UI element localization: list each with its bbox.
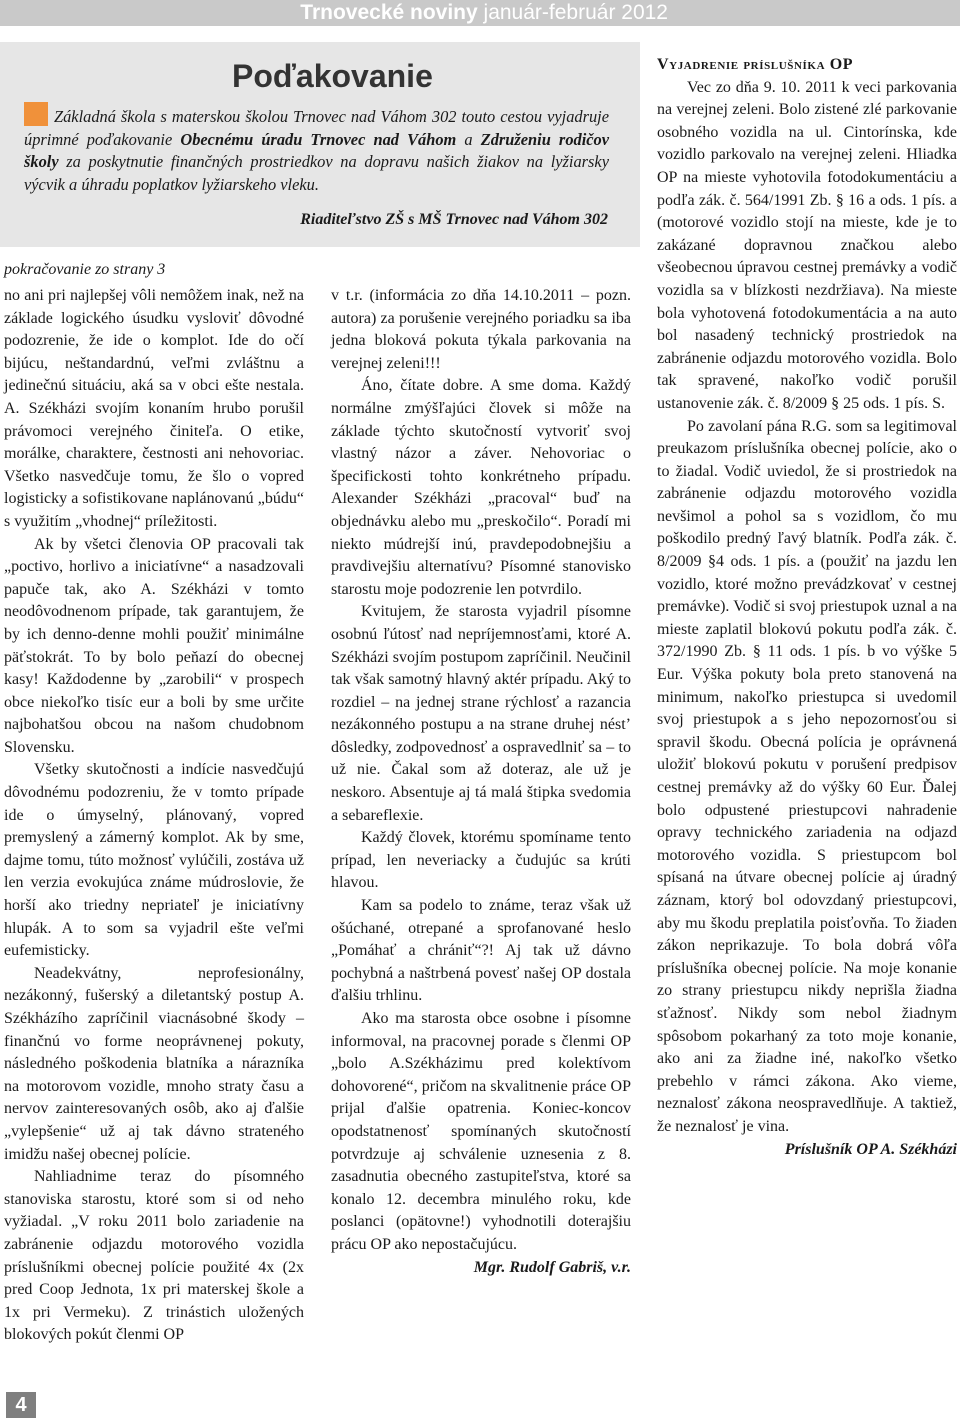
thanks-bold-1: Obecnému úradu Trnovec nad Váhom bbox=[180, 129, 457, 149]
orange-square-icon bbox=[24, 102, 48, 126]
paragraph: Kvitujem, že starosta vyjadril písomne osobnú ľútosť nad nepríjemnosťami, ktoré A. Székházi svojím postupom zapríčinil. Neučinil tak však samotný hlavný aktér prípadu. Aký to rozdiel – na jednej strane rýchlosť a razancia nezákonného postupu a na strane druhej nést’ dôsledky, zodpovednosť a ospravedlniť sa – to už nie. Čakal som až doteraz, ale už je neskoro. Absentuje aj tá malá štipka svedomia a sebareflexie. bbox=[331, 603, 631, 824]
paragraph: Každý človek, ktorému spomíname tento prípad, len neveriacky a čudujúc sa krúti hlavou. bbox=[331, 829, 631, 892]
statement-signature: Príslušník OP A. Székházi bbox=[784, 1140, 957, 1158]
publication-name: Trnovecké noviny bbox=[300, 1, 478, 24]
header-bar bbox=[0, 0, 960, 26]
article-column-1 bbox=[4, 285, 304, 1347]
paragraph: Ak by všetci členovia OP pracovali tak „poctivo, horlivo a iniciatívne“ a nasadzovali papuče tak, ako A. Székházi v tomto neodôvodnenom prípade, tak garantujem, že by ich denno-denne mohli použiť minimálne päťstokrát. To by bolo peňazí do obecnej kasy! Každodenne by „zarobili“ v prospech obce niekoľko tisíc eur a boli by sme určite najbohatšou obcou na našom chudobnom Slovensku. bbox=[4, 535, 304, 756]
statement-title: Vyjadrenie príslušníka OP bbox=[657, 56, 854, 73]
paragraph: Po zavolaní pána R.G. som sa legitimoval preukazom príslušníka obecnej polície, ako o to žiadal. Vodič uviedol, že si prostriedok na zabránenie odjazdu motorového vozidla nevšimol a pohol sa s vozidlom, čo mu poškodilo predný ľavý blatník. Podľa zák. č. 8/2009 §4 ods. 1 pís. a (použiť na jazdu len vozidlo, ktoré možno prevádzkovať v cestnej premávke). Vodič si svoj priestupok uznal a na mieste zaplatil blokovú pokutu podľa zák. č. 372/1990 Zb. § 11 ods. 1 pís. b vo výške 5 Eur. Výška pokuty bola preto stanovená na minimum, nakoľko priestupca si uvedomil svoj priestupok a s jeho nepozornosťou si spravil škodu. Obecná polícia je oprávnená uložiť blokovú pokutu v porušení predpisov cestnej premávky až do výšky 60 Eur. Ďalej bolo odpustené priestupcovi nahradenie opravy technického zariadenia na odjazd motorového vozidla. S priestupcom bol spísaná na útvare obecnej polície aj úradný záznam, ktorý bol odovzdaný priestupcovi, aby mu škodu preplatila poisťovňa. To žiaden zákon neprikazuje. To bola dobrá vôľa príslušníka obecnej polície. Na moje konanie zo strany priestupcu nikdy neprišla žiadna sťažnosť. Nikdy som nebol žiadnym spôsobom pokarhaný za toto moje konanie, ako ani za žiadne iné, nakoľko všetko prebehlo v rámci zákona. Ako vieme, neznalosť zákona neospravedlňuje. A taktiež, že neznalosť je vina. bbox=[657, 417, 957, 1135]
statement-column bbox=[657, 54, 957, 1161]
thanks-title: Poďakovanie bbox=[232, 58, 433, 94]
paragraph: v t.r. (informácia zo dňa 14.10.2011 – pozn. autora) za porušenie verejného poriadku sa iba jedna bloková pokuta týkala parkovania na verejnej zeleni!!! bbox=[331, 287, 631, 372]
thanks-text-3: za poskytnutie finančných prostriedkov na dopravu našich žiakov na lyžiarsky výcvik a úhradu poplatkov lyžiarskeho vleku. bbox=[24, 152, 609, 194]
thanks-text-1: Základná škola s materskou školou Trnovec nad Váhom 302 touto cestou vyjadruje úprimné poďakovanie bbox=[24, 107, 609, 149]
publication-header bbox=[300, 0, 668, 26]
paragraph: Všetky skutočnosti a indície nasvedčujú dôvodnému podozreniu, že v tomto prípade ide o úmyselný, plánovaný, vopred premyslený a zámerný komplot. Ak by sme, dajme tomu, túto možnosť vylúčili, zostáva už len verzia evokujúca známe múdroslovie, že horší ako triedny nepriateľ je iniciatívny hlupák. A to som sa vyjadril ešte veľmi eufemisticky. bbox=[4, 761, 304, 960]
thanks-bold-2: Združeniu rodičov školy bbox=[24, 129, 610, 171]
paragraph: Vec zo dňa 9. 10. 2011 k veci parkovania na verejnej zeleni. Bolo zistené zlé parkovanie osobného vozidla na ul. Cintorínska, kde vozidlo parkovalo na verejnej zeleni. Hliadka OP na mieste vyhotovila fotodokumentáciu a podľa zák. č. 564/1991 Zb. § 16 a ods. 1 pís. a (motorové vozidlo stojí na mieste, kde je to zakázané dopravnou značkou alebo všeobecnou úpravou cestnej premávky a vodič vozidla sa v blízkosti nezdržiava). Na mieste bola vyhotovená fotodokumentácia a na auto bol nasadený technický prostriedok na zabránenie odjazdu motorového vozidla. Bolo tak spravené, nakoľko vodič porušil ustanovenie zák. č. 8/2009 § 25 ods. 1 pís. S. bbox=[657, 78, 957, 412]
thanks-signature: Riaditeľstvo ZŠ s MŠ Trnovec nad Váhom 302 bbox=[300, 211, 608, 228]
thanks-text-2: a bbox=[456, 129, 481, 149]
paragraph: Ako ma starosta obce osobne i písomne informoval, na pracovnej porade s členmi OP „bolo A.Székházimu pred kolektívom dohovorené“, pričom na skvalitnenie práce OP prijal ďalšie opatrenia. Koniec-koncov opodstatnenosť spomínaných skutočností potvrdzuje aj schválenie uznesenia z 8. zasadnutia obecného zastupiteľstva, ktoré sa konalo 12. decembra minulého roku, kde poslanci (opätovne!) vyhodnotili doterajšiu prácu OP ako nepostačujúcu. bbox=[331, 1010, 631, 1253]
paragraph: Nahliadnime teraz do písomného stanoviska starostu, ktoré som si od neho vyžiadal. „V roku 2011 bolo zariadenie na zabránenie odjazdu motorového vozidla príslušníkmi obecnej polície použité 4x (2x pred Coop Jednota, 1x pri materskej škole a 1x pri Vermeku). Z trinástich uložených blokových pokút členmi OP bbox=[4, 1168, 304, 1344]
article-column-2 bbox=[331, 285, 631, 1279]
paragraph: Neadekvátny, neprofesionálny, nezákonný, fušerský a diletantský postup A. Székházího zapríčinil viacnásobné škody – finančnú vo forme neoprávnenej pokuty, následného poškodenia blatníka a nárazníka na motorovom vozidle, mnoho straty času a nervov zainteresovaných osôb, ako aj ďalšie „vylepšenie“ už aj tak dávno strateného imidžu našej obecnej polície. bbox=[4, 964, 304, 1163]
issue-date: január-február 2012 bbox=[483, 1, 668, 24]
paragraph: no ani pri najlepšej vôli nemôžem inak, než na základe logického úsudku vysloviť dôvodné podozrenie, že ide o komplot. Ide do očí bijúcu, neštandardnú, veľmi zvláštnu a jedinečnú situáciu, aká sa v obci ešte nestala. A. Székházi svojím konaním hrubo porušil právomoci verejného činiteľa. O etike, morálke, charaktere, čestnosti ani nehovoriac. Všetko nasvedčuje tomu, že šlo o vopred logisticky a sofistikovane naplánovanú „búdu“ s využitím „vhodnej“ príležitosti. bbox=[4, 287, 304, 530]
paragraph: Áno, čítate dobre. A sme doma. Každý normálne zmýšľajúci človek si môže na základe týchto skutočností vytvoriť svoj vlastný názor a záver. Nehovoriac o špecifickosti tohto konkrétneho prípadu. Alexander Székházi „pracoval“ buď na objednávku alebo mu „preskočilo“. Poradí mi niekto múdrejší inú, pravdepodobnejšiu a pravdivejšiu alternatívu? Písomné stanovisko starostu moje podozrenie len potvrdilo. bbox=[331, 377, 631, 598]
paragraph: Kam sa podelo to známe, teraz však už ošúchané, otrepané a sprofanované heslo „Pomáhať a chrániť“?! Aj tak už dávno pochybná a naštrbená povesť našej OP dostala ďalšiu trhlinu. bbox=[331, 897, 631, 1005]
page-number: 4 bbox=[6, 1392, 36, 1418]
continued-label: pokračovanie zo strany 3 bbox=[4, 261, 166, 278]
thanks-body bbox=[24, 102, 609, 196]
article-signature: Mgr. Rudolf Gabriš, v.r. bbox=[473, 1258, 631, 1276]
